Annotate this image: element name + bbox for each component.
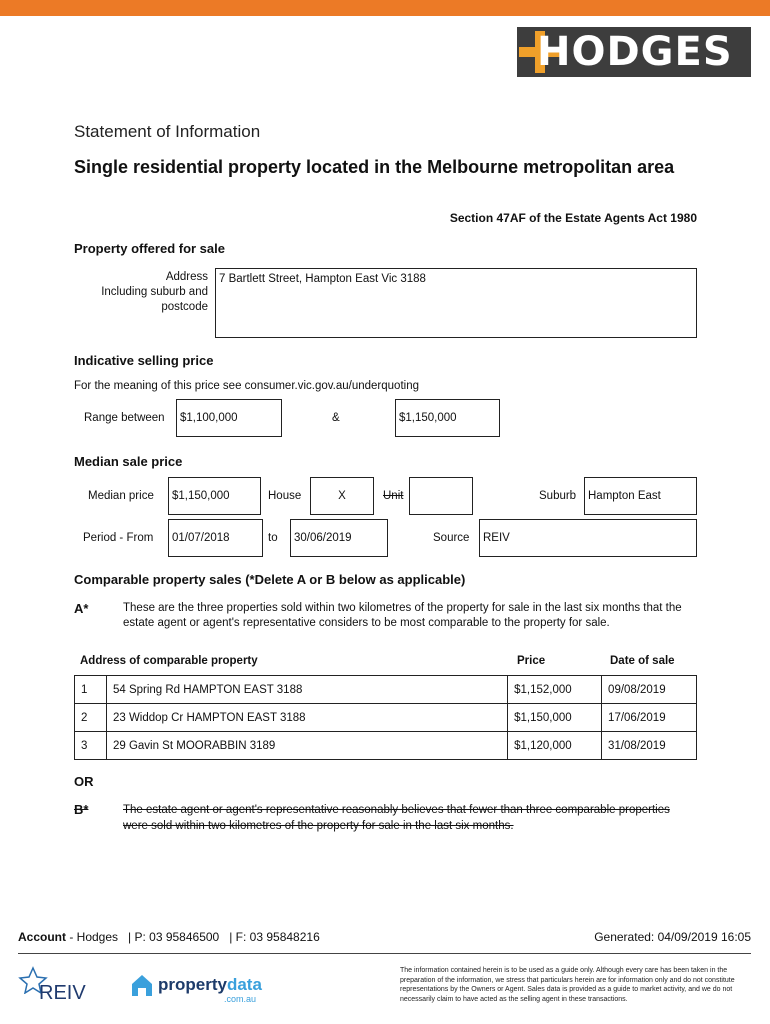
- footer-divider: [18, 953, 751, 954]
- address-label-line-2: Including suburb and: [101, 286, 208, 298]
- propertydata-logo: [130, 972, 270, 1012]
- reiv-text: REIV: [39, 982, 86, 1004]
- unit-field[interactable]: [409, 477, 473, 515]
- row-price: $1,120,000: [508, 732, 602, 760]
- table-row: [75, 704, 697, 732]
- row-price: $1,150,000: [508, 704, 602, 732]
- row-address: 23 Widdop Cr HAMPTON EAST 3188: [106, 704, 507, 732]
- row-address: 54 Spring Rd HAMPTON EAST 3188: [106, 676, 507, 704]
- address-field[interactable]: 7 Bartlett Street, Hampton East Vic 3188: [215, 268, 697, 338]
- range-low-field[interactable]: $1,100,000: [176, 399, 282, 437]
- range-and: &: [332, 412, 340, 424]
- top-accent-bar: [0, 0, 770, 16]
- row-number: 1: [75, 676, 107, 704]
- unit-label: Unit: [383, 490, 404, 502]
- comparable-sales-table: [74, 675, 697, 760]
- row-date: 17/06/2019: [602, 704, 697, 732]
- logo-text: HODGES: [537, 29, 733, 75]
- propertydata-house-icon: [130, 972, 154, 998]
- generated-timestamp: Generated: 04/09/2019 16:05: [594, 930, 751, 944]
- median-price-field[interactable]: $1,150,000: [168, 477, 261, 515]
- indicative-heading: Indicative selling price: [74, 353, 214, 368]
- period-to-field[interactable]: 30/06/2019: [290, 519, 388, 557]
- col-price-header: Price: [517, 655, 546, 667]
- underquoting-note: For the meaning of this price see consumer.vic.gov.au/underquoting: [74, 380, 419, 392]
- range-label: Range between: [84, 412, 165, 424]
- address-label: [60, 270, 208, 315]
- or-separator: OR: [74, 774, 94, 789]
- col-address-header: Address of comparable property: [80, 655, 258, 667]
- propertydata-domain: .com.au: [224, 994, 257, 1004]
- document-heading: Single residential property located in the Melbourne metropolitan area: [74, 157, 675, 177]
- address-label-line-3: postcode: [161, 301, 208, 313]
- row-address: 29 Gavin St MOORABBIN 3189: [106, 732, 507, 760]
- period-from-field[interactable]: 01/07/2018: [168, 519, 263, 557]
- disclaimer-text: The information contained herein is to be used as a guide only. Although every care has been taken in the preparation of the information, we stress that particulars herein are for information only and do not constitute representations by the Owners or Agent. Sales data is provided as a guide to market activity, and we do not necessarily claim to have acted as the selling agent in these transactions.: [400, 967, 735, 1003]
- source-field[interactable]: REIV: [479, 519, 697, 557]
- option-b-label: B*: [74, 802, 89, 817]
- source-label: Source: [433, 532, 470, 544]
- account-label: Account: [18, 930, 66, 944]
- median-heading: Median sale price: [74, 454, 183, 469]
- house-label: House: [268, 490, 302, 502]
- option-a-label: A*: [74, 601, 89, 616]
- reiv-logo: [18, 966, 98, 1006]
- row-price: $1,152,000: [508, 676, 602, 704]
- option-a-text: These are the three properties sold within two kilometres of the property for sale in the last six months that the estate agent or agent's representative considers to be most comparable to the property for sale.: [123, 602, 682, 629]
- propertydata-wordmark: [158, 975, 262, 995]
- propertydata-main: property: [158, 975, 227, 994]
- row-number: 3: [75, 732, 107, 760]
- section-reference: Section 47AF of the Estate Agents Act 1980: [449, 211, 697, 225]
- period-to-label: to: [268, 532, 278, 544]
- property-heading: Property offered for sale: [74, 241, 225, 256]
- row-date: 31/08/2019: [602, 732, 697, 760]
- address-label-line-1: Address: [165, 271, 208, 283]
- house-field[interactable]: X: [310, 477, 374, 515]
- table-row: [75, 732, 697, 760]
- suburb-label: Suburb: [539, 490, 577, 502]
- col-date-header: Date of sale: [610, 655, 675, 667]
- comparable-heading: Comparable property sales (*Delete A or B below as applicable): [74, 572, 466, 587]
- option-b-text: The estate agent or agent's representative reasonably believes that fewer than three comparable properties were sold within two kilometres of the property for sale in the last six months.: [123, 804, 670, 832]
- table-row: [75, 676, 697, 704]
- row-number: 2: [75, 704, 107, 732]
- propertydata-accent: data: [226, 975, 262, 994]
- account-details: - Hodges | P: 03 95846500 | F: 03 95848216: [66, 930, 320, 944]
- median-price-label: Median price: [88, 490, 154, 502]
- suburb-field[interactable]: Hampton East: [584, 477, 697, 515]
- account-info: [18, 930, 320, 944]
- range-high-field[interactable]: $1,150,000: [395, 399, 500, 437]
- hodges-logo: [517, 27, 751, 77]
- row-date: 09/08/2019: [602, 676, 697, 704]
- period-from-label: Period - From: [83, 532, 154, 544]
- document-title: Statement of Information: [74, 122, 261, 141]
